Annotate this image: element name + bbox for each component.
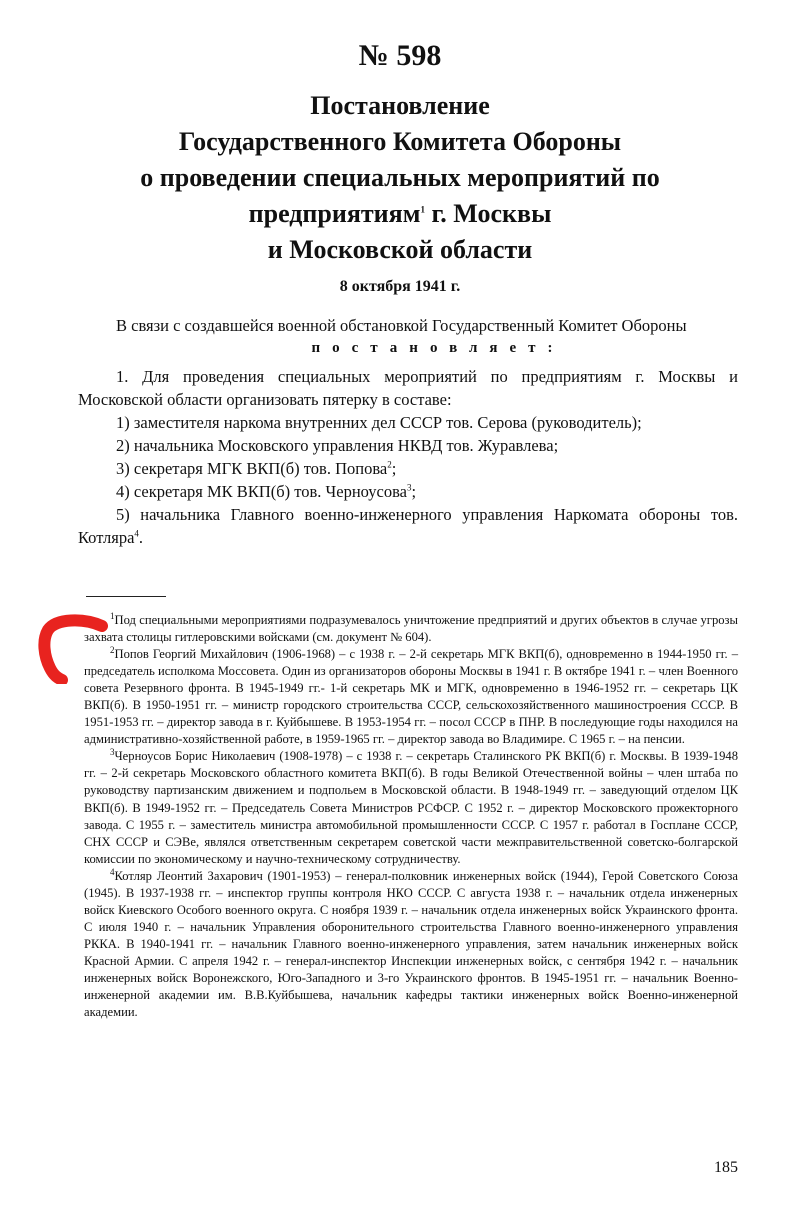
list-item: 1. Для проведения специальных мероприятий по предприятиям г. Москвы и Московской области организовать пятерку в составе:: [78, 367, 738, 409]
footnote-text: Котляр Леонтий Захарович (1901-1953) – генерал-полковник инженерных войск (1944), Герой Советского Союза (1945). В 1937-1938 гг. – инспектор группы контроля НКО СССР. С августа 1938 г. – начальник отдела инженерных войск Киевского Особого военного округа. С ноября 1939 г. – начальник отдела инженерных войск Украинского фронта. С июля 1940 г. – начальник Управления оборонительного строительства Главного военно-инженерного управления РККА. В 1940-1941 гг. – начальник Главного военно-инженерного управления, затем начальник инженерных войск Красной Армии. С апреля 1942 г. – генерал-инспектор Инспекции инженерных войск, с сентября 1942 г. – начальник инженерных войск Воронежского, Юго-Западного и 3-го Украинского фронтов. В 1945-1951 гг. – начальник Военно-инженерной академии им. В.В.Куйбышева, начальник кафедры тактики инженерных войск Военно-инженерной академии.: [84, 868, 738, 1020]
footnote-mark: 3: [407, 482, 412, 493]
footnote: [84, 868, 738, 1021]
list-item: 2) начальника Московского управления НКВД тов. Журавлева;: [116, 436, 559, 455]
list-item-text: 5) начальника Главного военно-инженерного управления Наркомата обороны тов. Котляра: [78, 505, 738, 547]
footnote-text: Под специальными мероприятиями подразумевалось уничтожение предприятий и других объектов в случае угрозы захвата столицы гитлеровскими войсками (см. документ № 604).: [84, 613, 738, 645]
footnote-separator: [86, 596, 166, 597]
resolves-word: постановляет:: [311, 340, 565, 356]
list-item: [78, 480, 738, 503]
list-item-tail: ;: [411, 482, 417, 501]
list-item: [78, 457, 738, 480]
list-item-tail: ;: [391, 459, 397, 478]
footnote-mark: 4: [134, 528, 139, 539]
footnote: [84, 748, 738, 867]
list-item-text: 3) секретаря МГК ВКП(б) тов. Попова: [116, 459, 388, 478]
footnote: [84, 646, 738, 748]
footnote-mark: 2: [387, 459, 392, 470]
document-body: [78, 314, 738, 549]
list-item: 1) заместителя наркома внутренних дел СССР тов. Серова (руководитель);: [116, 413, 642, 432]
footnote-number: 4: [110, 866, 115, 877]
footnote-text: Черноусов Борис Николаевич (1908-1978) – с 1938 г. – секретарь Сталинского РК ВКП(б) г. Москвы. В 1939-1948 гг. – 2-й секретарь Московского областного комитета ВКП(б). В годы Великой Отечественной войны – член штаба по руководству партизанским движением и подпольем в Московской области. В 1948-1949 гг. – заведующий отделом ЦК ВКП(б). В 1949-1952 гг. – Председатель Совета Министров РСФСР. С 1952 г. – директор Московского прожекторного завода. С 1955 г. – заместитель министра автомобильной промышленности СССР. С 1957 г. работал в Госплане СССР, СНХ СССР и СЭВе, являлся ответственным секретарем советской части межправительственной советско-болгарской комиссии по экономическому и научно-техническому сотрудничеству.: [84, 749, 738, 866]
footnote: [84, 612, 738, 646]
list-item: [78, 503, 738, 549]
list-item-tail: .: [138, 528, 144, 547]
footnote-number: 1: [110, 610, 115, 621]
title-line: Постановление: [310, 91, 490, 120]
footnote-mark: 1: [420, 204, 425, 215]
footnote-number: 2: [110, 644, 115, 655]
footnote-number: 3: [110, 747, 115, 758]
document-title: [60, 88, 740, 268]
title-line: и Московской области: [267, 235, 533, 264]
title-line: [60, 196, 740, 232]
title-line-part: г. Москвы: [431, 199, 552, 228]
document-date: 8 октября 1941 г.: [339, 278, 461, 295]
preamble: В связи с создавшейся военной обстановкой Государственный Комитет Обороны: [116, 316, 687, 335]
page-number: 185: [714, 1159, 738, 1176]
footnotes: [84, 612, 738, 1021]
document-number: № 598: [358, 39, 442, 72]
title-line-part: предприятиям: [248, 199, 421, 228]
list-item-text: 4) секретаря МК ВКП(б) тов. Черноусова: [116, 482, 407, 501]
title-line: о проведении специальных мероприятий по: [140, 163, 660, 192]
title-line: Государственного Комитета Обороны: [178, 127, 622, 156]
footnote-text: Попов Георгий Михайлович (1906-1968) – с 1938 г. – 2-й секретарь МГК ВКП(б), одновременно в 1944-1950 гг. – председатель исполкома Моссовета. Один из организаторов обороны Москвы в 1941 г. В октябре 1941 г. – член Военного совета Резервного фронта. В 1945-1949 гг.- 1-й секретарь МК и МГК, одновременно в 1946-1952 гг. – секретарь ЦК ВКП(б). В 1950-1951 гг. – министр городского строительства СССР, сельскохозяйственного машиностроения СССР. В 1951-1953 гг. – директор завода в г. Куйбышеве. В 1953-1954 гг. – посол СССР в ПНР. В последующие годы находился на административно-хозяйственной работе, в 1959-1965 гг. – директор завода во Владимире. С 1965 г. – на пенсии.: [84, 647, 738, 747]
